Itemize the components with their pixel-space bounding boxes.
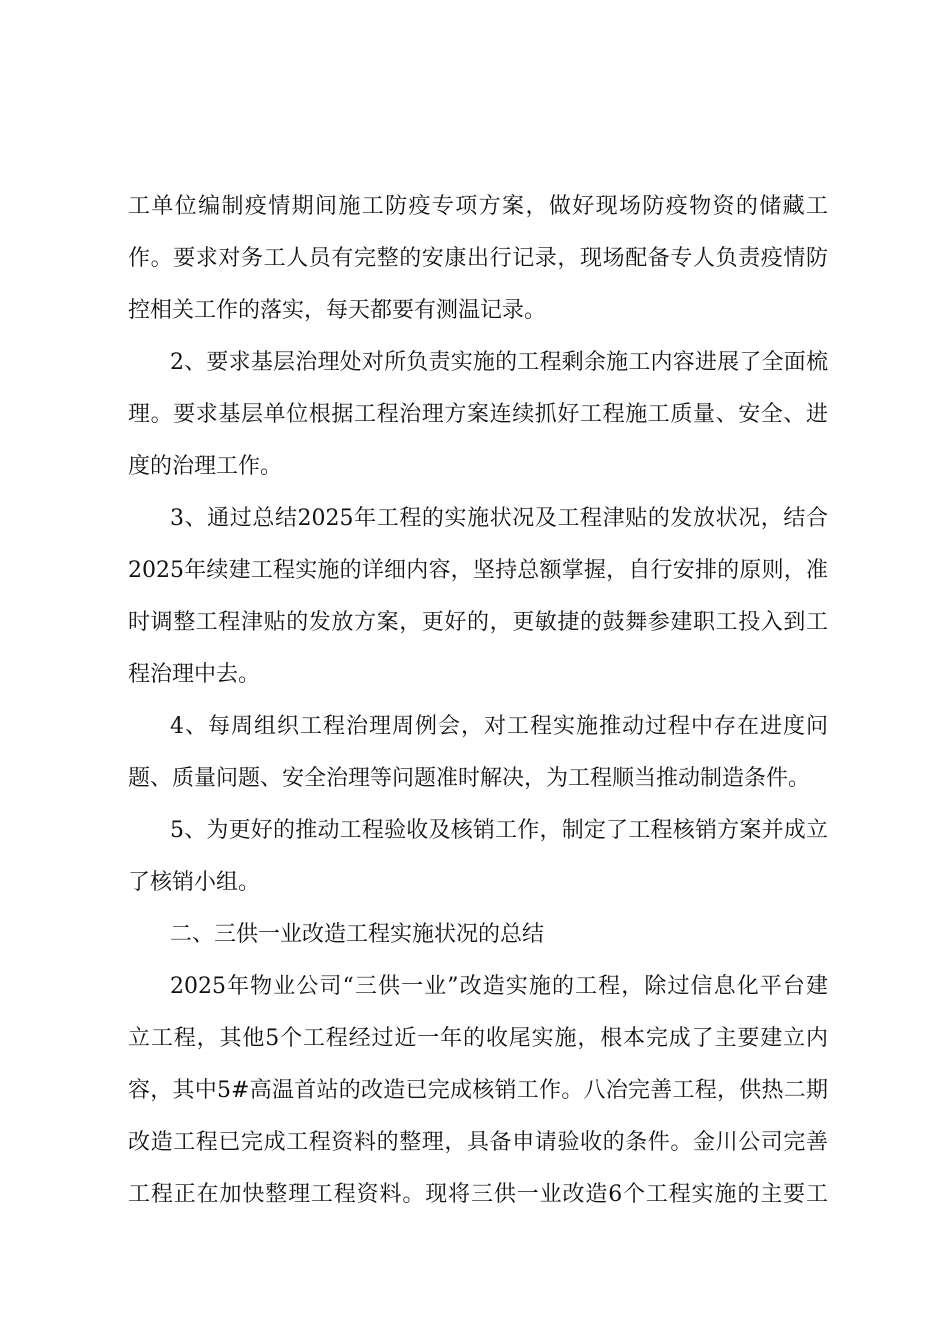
text-line: 作。要求对务工人员有完整的安康出行记录，现场配备专人负责疫情防 — [128, 246, 828, 271]
text-line: 程治理中去。 — [128, 662, 261, 687]
text-line: 立工程，其他5个工程经过近一年的收尾实施，根本完成了主要建立内 — [128, 1026, 828, 1051]
text-line: 改造工程已完成工程资料的整理，具备申请验收的条件。金川公司完善 — [128, 1130, 828, 1155]
text-line: 题、质量问题、安全治理等问题准时解决，为工程顺当推动制造条件。 — [128, 766, 811, 791]
text-line: 度的治理工作。 — [128, 454, 283, 479]
text-line: 理。要求基层单位根据工程治理方案连续抓好工程施工质量、安全、进 — [128, 402, 828, 427]
text-line: 2025年物业公司“三供一业”改造实施的工程，除过信息化平台建 — [170, 974, 828, 999]
text-line: 工单位编制疫情期间施工防疫专项方案，做好现场防疫物资的储藏工 — [128, 194, 828, 219]
section-heading: 二、三供一业改造工程实施状况的总结 — [170, 922, 545, 947]
text-line: 3、通过总结2025年工程的实施状况及工程津贴的发放状况，结合 — [170, 506, 828, 531]
text-line: 4、每周组织工程治理周例会，对工程实施推动过程中存在进度问 — [170, 714, 828, 739]
text-line: 容，其中5#高温首站的改造已完成核销工作。八冶完善工程，供热二期 — [128, 1078, 828, 1103]
text-line: 工程正在加快整理工程资料。现将三供一业改造6个工程实施的主要工 — [128, 1182, 828, 1207]
text-line: 了核销小组。 — [128, 870, 261, 895]
text-line: 控相关工作的落实，每天都要有测温记录。 — [128, 298, 547, 323]
text-line: 2、要求基层治理处对所负责实施的工程剩余施工内容进展了全面梳 — [170, 350, 828, 375]
text-line: 2025年续建工程实施的详细内容，坚持总额掌握，自行安排的原则，准 — [128, 558, 828, 583]
text-line: 时调整工程津贴的发放方案，更好的，更敏捷的鼓舞参建职工投入到工 — [128, 610, 828, 635]
text-line: 5、为更好的推动工程验收及核销工作，制定了工程核销方案并成立 — [170, 818, 828, 843]
